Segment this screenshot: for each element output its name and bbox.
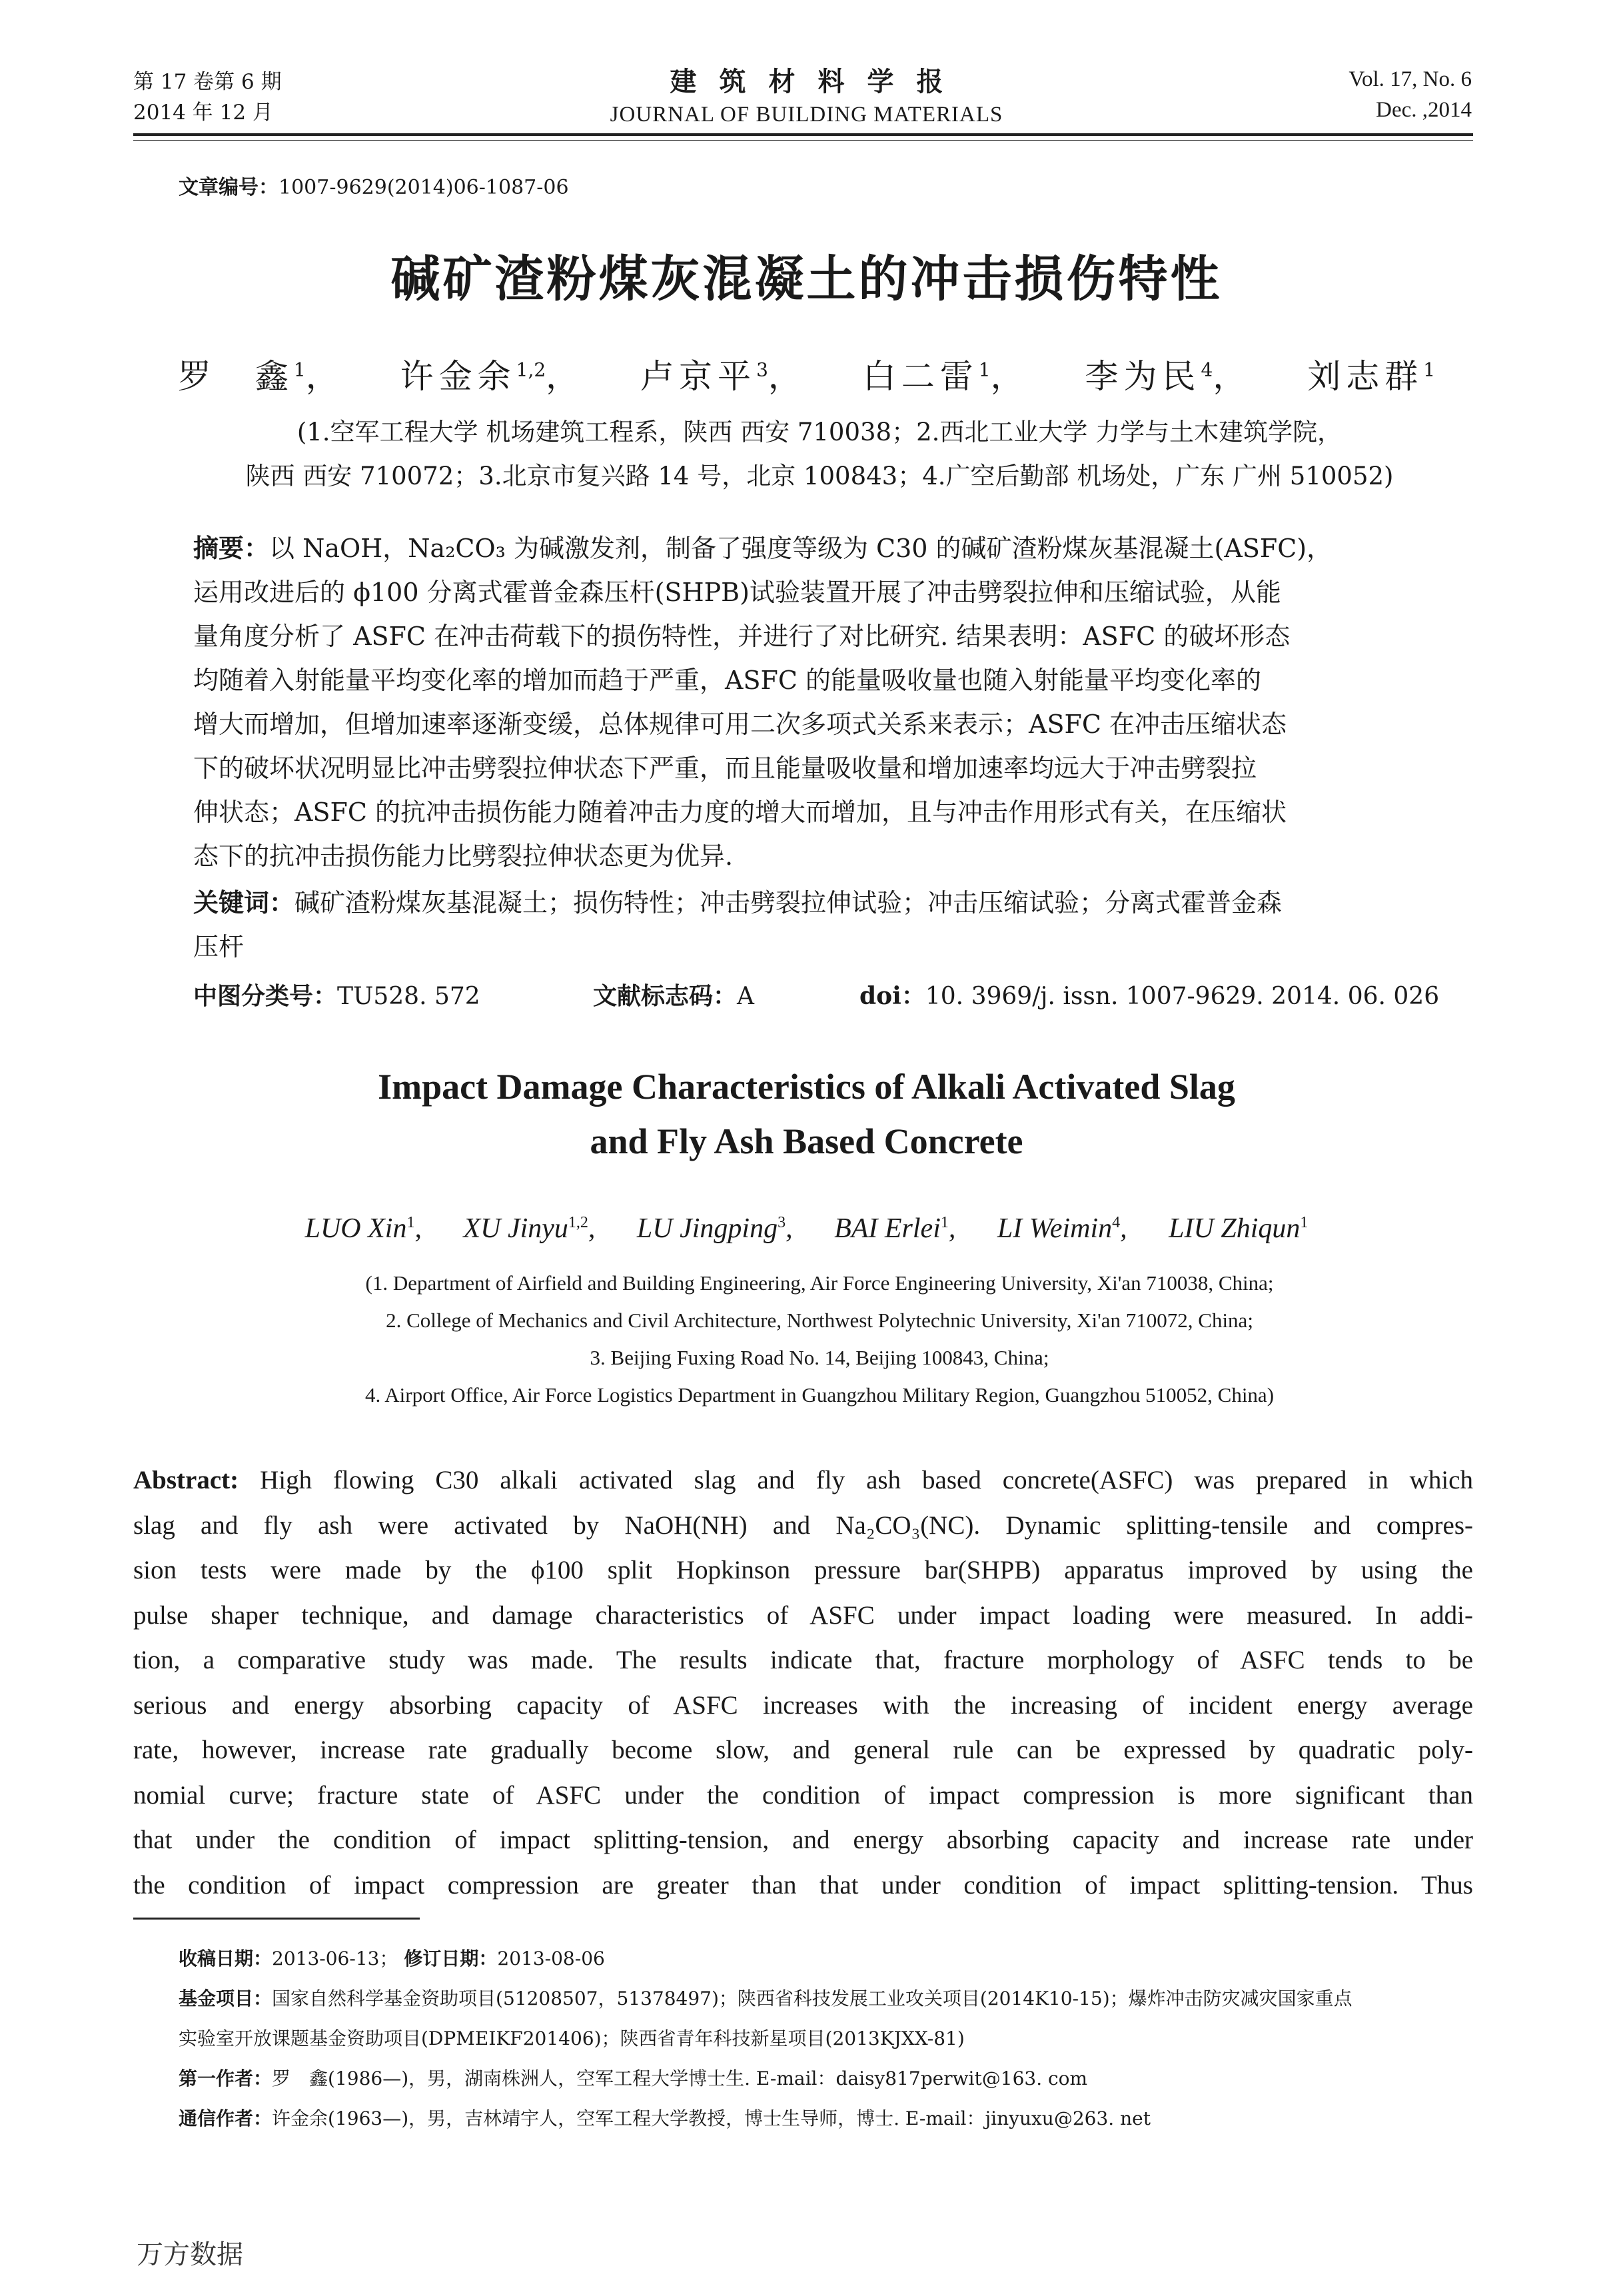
footnote-first-author: 第一作者：罗 鑫(1986—)，男，湖南株洲人，空军工程大学博士生. E-mail：daisy817perwit@163. com [179, 2067, 1088, 2089]
journal-name-en: JOURNAL OF BUILDING MATERIALS [610, 103, 1003, 127]
abstract-cn-line: 伸状态；ASFC 的抗冲击损伤能力随着冲击力度的增大而增加，且与冲击作用形式有关，在压缩状 [193, 798, 1287, 827]
header-volume-en [1348, 64, 1472, 125]
abstract-cn-line: 均随着入射能量平均变化率的增加而趋于严重，ASFC 的能量吸收量也随入射能量平均变化率的 [193, 666, 1261, 695]
abstract-en-line: the condition of impact compression are greater than that under condition of impact splitting-tension. Thus [133, 1870, 1473, 1900]
author-en: XU Jinyu$^{1,2}$, [463, 1213, 596, 1244]
article-number-value: 1007-9629(2014)06-1087-06 [278, 176, 569, 199]
abstract-cn-line: 下的破坏状况明显比冲击劈裂拉伸状态下严重，而且能量吸收量和增加速率均远大于冲击劈裂拉 [193, 754, 1257, 783]
keywords-label: 关键词： [193, 887, 295, 917]
article-number [179, 171, 569, 200]
abstract-cn-line: 态下的抗冲击损伤能力比劈裂拉伸状态更为优异. [193, 842, 734, 871]
abstract-en-line: Abstract: High flowing C30 alkali activated slag and fly ash based concrete(ASFC) was prepared in which [133, 1466, 1473, 1494]
author-cn: 白二雷$^1$， [862, 357, 1029, 396]
author-en: LU Jingping$^3$, [636, 1213, 793, 1244]
affiliation-en-line: 3. Beijing Fuxing Road No. 14, Beijing 100843, China; [590, 1346, 1049, 1369]
header-rule-thick [133, 133, 1473, 136]
affiliations-en [167, 1265, 1472, 1414]
footnote-dates: 收稿日期：2013-06-13； 修订日期：2013-08-06 [179, 1948, 605, 1970]
abstract-en-line: nomial curve; fracture state of ASFC under the condition of impact compression is more significant than [133, 1780, 1473, 1810]
keywords-line: 关键词：碱矿渣粉煤灰基混凝土；损伤特性；冲击劈裂拉伸试验；冲击压缩试验；分离式霍普金森 [193, 887, 1283, 917]
affiliation-line: (1.空军工程大学 机场建筑工程系，陕西 西安 710038；2.西北工业大学 力学与土木建筑学院， [296, 418, 1343, 446]
footnotes [133, 1939, 1473, 2139]
author-en: LIU Zhiqun$^1$ [1169, 1213, 1309, 1244]
abstract-cn-line: 增大而增加，但增加速率逐渐变缓，总体规律可用二次多项式关系来表示；ASFC 在冲击压缩状态 [193, 710, 1287, 739]
header-volume-issue: 第 17 卷第 6 期 [133, 70, 282, 94]
footnote-corresponding-author: 通信作者：许金余(1963—)，男，吉林靖宇人，空军工程大学教授，博士生导师，博士. E-mail：jinyuxu@263. net [179, 2107, 1151, 2129]
author-cn: 李为民$^4$， [1085, 357, 1252, 396]
author-cn: 罗 鑫$^1$， [177, 357, 344, 396]
abstract-cn [193, 526, 1419, 878]
article-number-label: 文章编号： [179, 176, 278, 199]
abstract-en-line: sion tests were made by the ϕ100 split Hopkinson pressure bar(SHPB) apparatus improved by using the [133, 1556, 1473, 1584]
header-rule-thin [133, 140, 1473, 141]
author-en: LI Weimin$^4$, [997, 1213, 1127, 1244]
header-date: 2014 年 12 月 [133, 101, 273, 125]
abstract-cn-line: 量角度分析了 ASFC 在冲击荷载下的损伤特性，并进行了对比研究. 结果表明：ASFC 的破坏形态 [193, 622, 1291, 651]
authors-en [0, 1213, 1613, 1245]
abstract-en-line: that under the condition of impact splitting-tension, and energy absorbing capacity and increase rate under [133, 1826, 1473, 1854]
clc-code: 中图分类号：TU528. 572 [193, 982, 480, 1010]
keywords-line: 压杆 [193, 932, 245, 961]
abstract-cn-line: 运用改进后的 ϕ100 分离式霍普金森压杆(SHPB)试验装置开展了冲击劈裂拉伸和压缩试验，从能 [193, 578, 1281, 607]
author-cn: 许金余$^{1,2}$， [400, 357, 585, 396]
authors-cn [0, 350, 1613, 398]
abstract-cn-label: 摘要： [193, 533, 270, 563]
abstract-en [133, 1458, 1473, 1908]
abstract-cn-line: 摘要：以 NaOH，Na₂CO₃ 为碱激发剂，制备了强度等级为 C30 的碱矿渣粉煤灰基混凝土(ASFC)， [193, 533, 1333, 563]
document-code: 文献标志码：A [593, 982, 755, 1010]
abstract-en-line: pulse shaper technique, and damage characteristics of ASFC under impact loading were measured. In addi- [133, 1600, 1473, 1630]
abstract-en-line: slag and fly ash were activated by NaOH(NH) and Na₂CO₃(NC). Dynamic splitting-tensile and compres- [133, 1510, 1473, 1540]
title-en-line: Impact Damage Characteristics of Alkali Activated Slag [378, 1067, 1235, 1107]
footnote-fund: 基金项目：国家自然科学基金资助项目(51208507，51378497)；陕西省科技发展工业攻关项目(2014K10-15)；爆炸冲击防灾减灾国家重点 [179, 1988, 1352, 2009]
affiliation-line: 陕西 西安 710072；3.北京市复兴路 14 号，北京 100843；4.广空后勤部 机场处，广东 广州 510052) [245, 462, 1394, 490]
affiliation-en-line: 2. College of Mechanics and Civil Architecture, Northwest Polytechnic University, Xi'an 710072, China; [386, 1309, 1253, 1332]
title-en-line: and Fly Ash Based Concrete [590, 1121, 1023, 1161]
title-en [0, 1059, 1613, 1169]
header-date-en: Dec. ,2014 [1376, 98, 1472, 122]
abstract-en-label: Abstract: [133, 1466, 239, 1494]
doi: doi：10. 3969/j. issn. 1007-9629. 2014. 06. 026 [859, 982, 1440, 1010]
affiliation-en-line: (1. Department of Airfield and Building Engineering, Air Force Engineering University, Xi'an 710038, China; [365, 1271, 1274, 1295]
author-en: BAI Erlei$^1$, [834, 1213, 956, 1244]
author-en: LUO Xin$^1$, [304, 1213, 422, 1244]
abstract-en-line: rate, however, increase rate gradually become slow, and general rule can be expressed by quadratic poly- [133, 1736, 1473, 1764]
keywords-cn [193, 881, 1419, 969]
abstract-en-line: tion, a comparative study was made. The results indicate that, fracture morphology of ASFC tends to be [133, 1646, 1473, 1674]
author-cn: 卢京平$^3$， [640, 357, 807, 396]
footnote-rule [133, 1918, 420, 1920]
title-cn: 碱矿渣粉煤灰混凝土的冲击损伤特性 [390, 251, 1223, 308]
abstract-en-line: serious and energy absorbing capacity of ASFC increases with the increasing of incident energy average [133, 1690, 1473, 1720]
affiliation-en-line: 4. Airport Office, Air Force Logistics Department in Guangzhou Military Region, Guangzhou 510052, China) [364, 1383, 1275, 1407]
footnote-fund-cont: 实验室开放课题基金资助项目(DPMEIKF201406)；陕西省青年科技新星项目(2013KJXX-81) [179, 2027, 965, 2049]
author-cn: 刘志群$^1$ [1307, 357, 1436, 396]
header-vol-no: Vol. 17, No. 6 [1348, 67, 1472, 91]
watermark: 万方数据 [137, 2239, 243, 2270]
journal-name-cn: 建筑材料学报 [670, 66, 966, 97]
affiliations-cn [167, 410, 1472, 498]
